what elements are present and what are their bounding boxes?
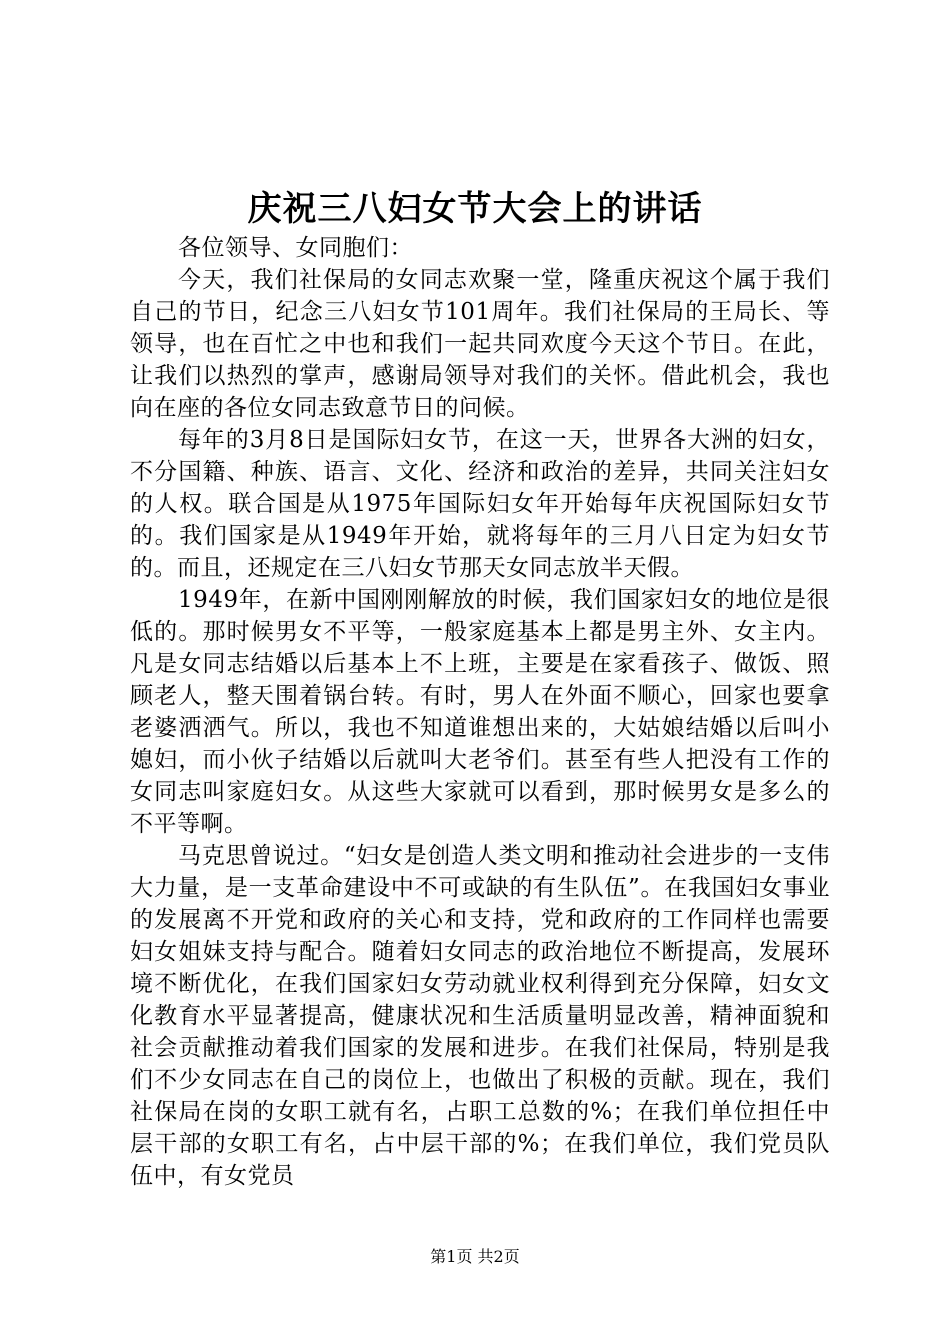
document-title: 庆祝三八妇女节大会上的讲话 — [247, 189, 703, 229]
page-footer: 第1页 共2页 — [430, 1247, 520, 1266]
document-body — [130, 232, 830, 1192]
paragraph-2: 每年的3月8日是国际妇女节，在这一天，世界各大洲的妇女，不分国籍、种族、语言、文化、经济和政治的差异，共同关注妇女的人权。联合国是从1975年国际妇女年开始每年庆祝国际妇女节的。我们国家是从1949年开始，就将每年的三月八日定为妇女节的。而且，还规定在三八妇女节那天女同志放半天假。 — [130, 427, 830, 581]
paragraph-4: 马克思曾说过。“妇女是创造人类文明和推动社会进步的一支伟大力量，是一支革命建设中不可或缺的有生队伍”。在我国妇女事业的发展离不开党和政府的关心和支持，党和政府的工作同样也需要妇女姐妹支持与配合。随着妇女同志的政治地位不断提高，发展环境不断优化，在我们国家妇女劳动就业权利得到充分保障，妇女文化教育水平显著提高，健康状况和生活质量明显改善，精神面貌和社会贡献推动着我们国家的发展和进步。在我们社保局，特别是我们不少女同志在自己的岗位上，也做出了积极的贡献。现在，我们社保局在岗的女职工就有名，占职工总数的%；在我们单位担任中层干部的女职工有名，占中层干部的%；在我们单位，我们党员队伍中，有女党员 — [130, 843, 830, 1189]
paragraph-1: 今天，我们社保局的女同志欢聚一堂，隆重庆祝这个属于我们自己的节日，纪念三八妇女节101周年。我们社保局的王局长、等领导，也在百忙之中也和我们一起共同欢度今天这个节日。在此，让我们以热烈的掌声，感谢局领导对我们的关怀。借此机会，我也向在座的各位女同志致意节日的问候。 — [130, 267, 830, 421]
paragraph-3: 1949年，在新中国刚刚解放的时候，我们国家妇女的地位是很低的。那时候男女不平等，一般家庭基本上都是男主外、女主内。凡是女同志结婚以后基本上不上班，主要是在家看孩子、做饭、照顾老人，整天围着锅台转。有时，男人在外面不顺心，回家也要拿老婆洒洒气。所以，我也不知道谁想出来的，大姑娘结婚以后叫小媳妇，而小伙子结婚以后就叫大老爷们。甚至有些人把没有工作的女同志叫家庭妇女。从这些大家就可以看到，那时候男女是多么的不平等啊。 — [130, 587, 830, 837]
salutation: 各位领导、女同胞们： — [178, 235, 413, 261]
